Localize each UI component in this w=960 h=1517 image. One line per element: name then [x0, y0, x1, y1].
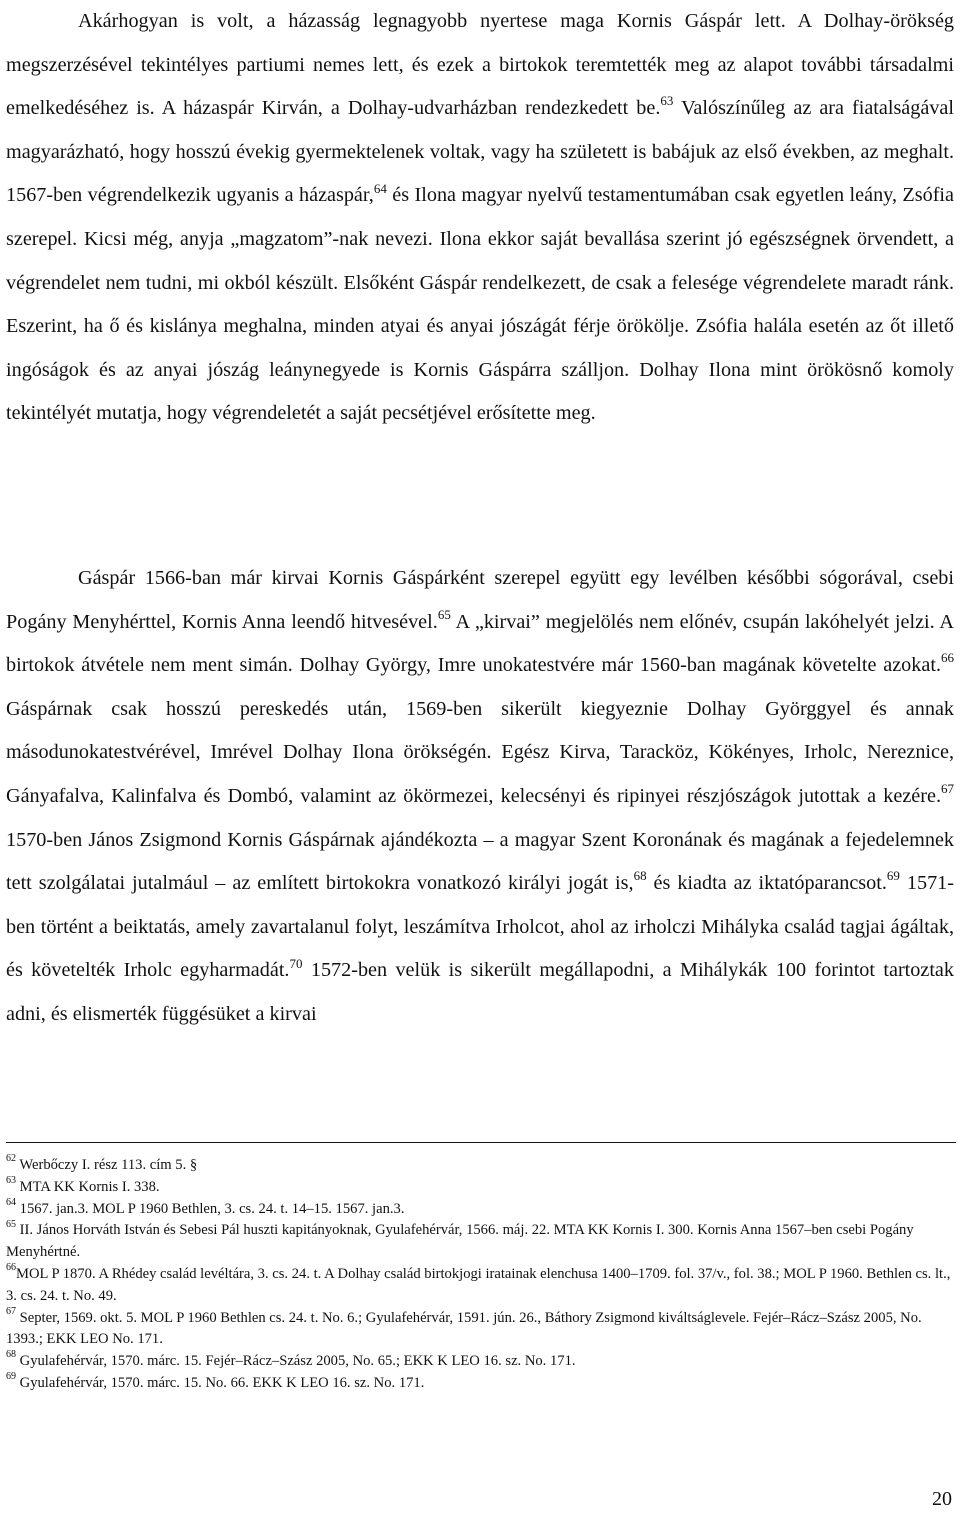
footnote-ref[interactable]: 69 [886, 868, 900, 884]
footnote-number: 67 [6, 1305, 16, 1317]
footnote-item [6, 1305, 956, 1352]
footnote-ref[interactable]: 63 [660, 93, 674, 109]
paragraph-text: és kiadta az iktatóparancsot. [646, 872, 887, 895]
paragraph-text: Gáspár 1566-ban már kirvai Kornis Gáspárként szerepel együtt egy levélben későbbi sógorával, csebi Pogány Menyhérttel, Kornis Anna leendő hitvesével. [6, 567, 954, 633]
footnote-ref[interactable]: 65 [437, 606, 451, 622]
footnote-number: 65 [6, 1218, 16, 1230]
footnote-item [6, 1174, 956, 1199]
paragraph-text: A „kirvai” megjelölés nem előnév, csupán lakóhelyét jelzi. A birtokok átvétele nem ment simán. Dolhay György, Imre unokatestvére már 1560-ban magának követelte azokat. [6, 610, 954, 677]
footnote-number: 69 [6, 1371, 16, 1383]
footnote-number: 64 [6, 1196, 16, 1208]
footnote-text: 1567. jan.3. MOL P 1960 Bethlen, 3. cs. 24. t. 14–15. 1567. jan.3. [16, 1200, 405, 1217]
footnote-ref[interactable]: 64 [373, 180, 387, 196]
paragraph-text: 1572-ben velük is sikerült megállapodni, a Mihálykák 100 forintot tartoztak adni, és elismerték függésüket a kirvai [6, 959, 954, 1025]
footnote-text: MTA KK Kornis I. 338. [16, 1178, 160, 1195]
footnote-number: 66 [6, 1262, 16, 1274]
footnotes [6, 1155, 956, 1395]
footnote-ref[interactable]: 66 [941, 650, 954, 666]
page-number: 20 [932, 1488, 952, 1510]
footnote-number: 62 [6, 1153, 16, 1165]
footnote-number: 68 [6, 1349, 16, 1361]
footnote-text: Gyulafehérvár, 1570. márc. 15. No. 66. EKK K LEO 16. sz. No. 171. [16, 1374, 425, 1391]
paragraph-2 [6, 557, 954, 1037]
footnote-text: II. János Horváth István és Sebesi Pál huszti kapitányoknak, Gyulafehérvár, 1566. máj. 22. MTA KK Kornis I. 300. Kornis Anna 1567–ben csebi Pogány Menyhértné. [6, 1222, 914, 1261]
paragraph-text: Akárhogyan is volt, a házasság legnagyobb nyertese maga Kornis Gáspár lett. A Dolhay-örökség megszerzésével tekintélyes partiumi nemes lett, és ezek a birtokok teremtették meg az alapot további társadalmi emelkedéséhez is. A házaspár Kirván, a Dolhay-udvarházban rendezkedett be. [6, 10, 954, 120]
footnote-text: Gyulafehérvár, 1570. márc. 15. Fejér–Rácz–Szász 2005, No. 65.; EKK K LEO 16. sz. No. 171. [16, 1353, 576, 1370]
paragraph-text: és Ilona magyar nyelvű testamentumában csak egyetlen leány, Zsófia szerepel. Kicsi még, anyja „magzatom”-nak nevezi. Ilona ekkor saját bevallása szerint jó egészségnek örvendett, a végrendelet nem tudni, mi okból készült. Elsőként Gáspár rendelkezett, de csak a felesége végrendelete maradt ránk. Eszerint, ha ő és kislánya meghalna, minden atyai és anyai jószágát férje örökölje. Zsófia halála esetén az őt illető ingóságok és az anyai jószág leánynegyede is Kornis Gáspárra szálljon. Dolhay Ilona mint örökösnő komoly tekintélyét mutatja, hogy végrendeletét a saját pecsétjével erősítette meg. [6, 184, 954, 425]
paragraph-text: 1570-ben János Zsigmond Kornis Gáspárnak ajándékozta – a magyar Szent Koronának és magának a fejedelemnek tett szolgálatai jutalmául – az említett birtokokra vonatkozó királyi jogát is, [6, 828, 954, 895]
footnote-text: MOL P 1870. A Rhédey család levéltára, 3. cs. 24. t. A Dolhay család birtokjogi iratainak elenchusa 1400–1709. fol. 37/v., fol. 38.; MOL P 1960. Bethlen cs. lt., 3. cs. 24. t. No. 49. [6, 1265, 951, 1304]
footnote-item [6, 1351, 956, 1373]
footnote-number: 63 [6, 1174, 16, 1186]
paragraph-text: 1571-ben történt a beiktatás, amely zavartalanul folyt, leszámítva Irholcot, ahol az irholczi Mihályka család tagjai ágáltak, és követelték Irholc egyharmadát. [6, 872, 954, 982]
footnote-text: Werbőczy I. rész 113. cím 5. § [16, 1157, 198, 1173]
footnote-ref[interactable]: 67 [941, 781, 954, 797]
footnote-item [6, 1196, 956, 1221]
paragraph-text: Valószínűleg az ara fiatalságával magyarázható, hogy hosszú évekig gyermektelenek voltak, vagy ha született is babájuk az első években, az meghalt. 1567-ben végrendelkezik ugyanis a házaspár, [6, 97, 954, 207]
footnote-text: Septer, 1569. okt. 5. MOL P 1960 Bethlen cs. 24. t. No. 6.; Gyulafehérvár, 1591. jún. 26., Báthory Zsigmond kiváltságlevele. Fejér–Rácz–Szász 2005, No. 1393.; EKK LEO No. 171. [6, 1309, 922, 1348]
footnote-item [6, 1373, 956, 1395]
footnote-item [6, 1264, 956, 1308]
paragraph-text: Gáspárnak csak hosszú pereskedés után, 1569-ben sikerült kiegyeznie Dolhay Györggyel és annak másodunokatestvérével, Imrével Dolhay Ilona örökségén. Egész Kirva, Taracköz, Kökényes, Irholc, Nereznice, Gányafalva, Kalinfalva és Dombó, valamint az ökörmezei, kelecsényi és ripinyei részjószágok jutottak a kezére. [6, 697, 954, 807]
paragraph-1 [6, 0, 954, 436]
footnote-item [6, 1155, 956, 1177]
footnote-item [6, 1220, 956, 1264]
footnote-ref[interactable]: 68 [633, 868, 647, 884]
footnote-ref[interactable]: 70 [289, 955, 303, 971]
footnote-divider [6, 1142, 956, 1143]
